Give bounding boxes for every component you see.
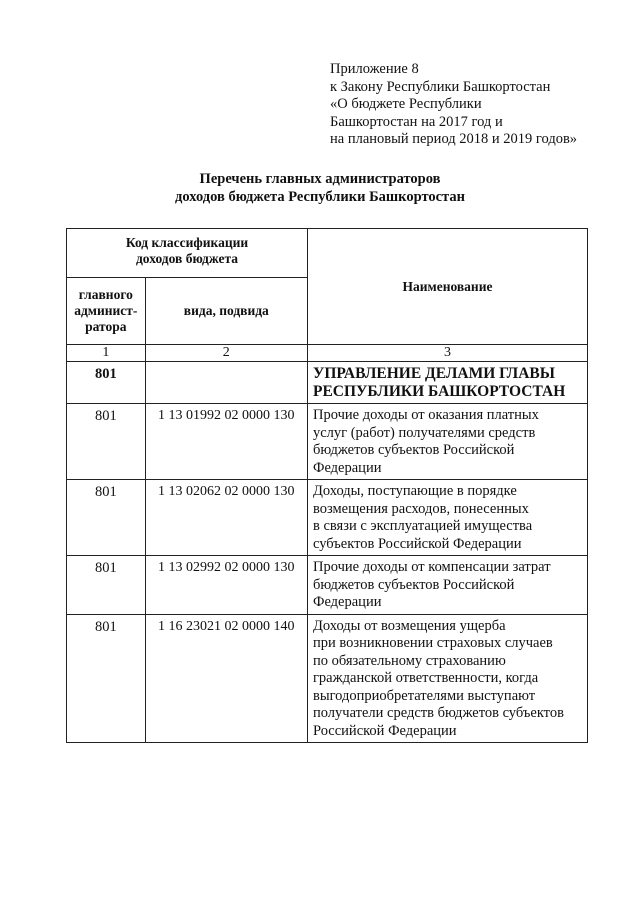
- table-row: [67, 362, 588, 404]
- column-number-2: 2: [145, 345, 307, 362]
- header-col2: вида, подвида: [183, 303, 269, 318]
- row-name-line: по обязательному страхованию: [312, 652, 506, 669]
- header-classification-code: [67, 229, 308, 278]
- row-name: [307, 404, 587, 480]
- row-classification-code: 1 16 23021 02 0000 140: [145, 614, 307, 743]
- title-line-1: Перечень главных администраторов: [199, 171, 441, 187]
- annex-reference: [330, 61, 630, 149]
- row-name-line: Доходы от возмещения ущерба: [312, 617, 506, 634]
- row-name-line: в связи с эксплуатацией имущества: [312, 518, 533, 534]
- row-admin-code: 801: [67, 556, 146, 615]
- row-name-line: субъектов Российской Федерации: [312, 535, 522, 552]
- row-name-line: услуг (работ) получателями средств: [312, 424, 536, 441]
- row-name-line: при возникновении страховых случаев: [312, 635, 553, 651]
- row-admin-code: 801: [67, 614, 146, 743]
- annex-line: Башкортостан на 2017 год и: [330, 113, 503, 130]
- table-row: [67, 556, 588, 615]
- row-name: [307, 480, 587, 556]
- administrators-table: [66, 228, 588, 743]
- row-classification-code: 1 13 01992 02 0000 130: [145, 404, 307, 480]
- header-col1-line-3: ратора: [85, 319, 127, 334]
- table-row: [67, 404, 588, 480]
- row-name-line: РЕСПУБЛИКИ БАШКОРТОСТАН: [312, 383, 566, 400]
- row-name-line: возмещения расходов, понесенных: [312, 500, 529, 517]
- row-admin-code: 801: [67, 362, 146, 404]
- row-name-line: Федерации: [312, 594, 382, 610]
- table-row: [67, 480, 588, 556]
- row-name-line: получатели средств бюджетов субъектов: [312, 705, 564, 721]
- header-name-column: [307, 229, 587, 345]
- row-name-line: гражданской ответственности, когда: [312, 670, 539, 686]
- header-col3: Наименование: [402, 278, 493, 294]
- title-line-2: доходов бюджета Республики Башкортостан: [175, 189, 465, 205]
- row-name-line: Российской Федерации: [312, 722, 457, 739]
- row-name: [307, 362, 587, 404]
- row-name: [307, 614, 587, 743]
- column-number-3: 3: [307, 345, 587, 362]
- row-name-line: Федерации: [312, 459, 382, 476]
- row-name-line: бюджетов субъектов Российской: [312, 442, 515, 458]
- column-number-1: 1: [67, 345, 146, 362]
- annex-line: на плановый период 2018 и 2019 годов»: [330, 131, 578, 147]
- document-title: [0, 170, 640, 206]
- row-name-line: Прочие доходы от оказания платных: [312, 407, 539, 423]
- row-name-line: выгодоприобретателями выступают: [312, 687, 536, 704]
- row-name-line: УПРАВЛЕНИЕ ДЕЛАМИ ГЛАВЫ: [312, 365, 555, 382]
- row-name-line: Прочие доходы от компенсации затрат: [312, 559, 551, 575]
- row-admin-code: 801: [67, 404, 146, 480]
- row-name: [307, 556, 587, 615]
- annex-line: Приложение 8: [330, 61, 419, 77]
- header-col1-line-2: админист-: [74, 303, 138, 318]
- row-classification-code: 1 13 02062 02 0000 130: [145, 480, 307, 556]
- header-type-column: [145, 278, 307, 345]
- annex-line: к Закону Республики Башкортостан: [330, 78, 551, 95]
- row-admin-code: 801: [67, 480, 146, 556]
- header-admin-column: [67, 278, 146, 345]
- row-classification-code: 1 13 02992 02 0000 130: [145, 556, 307, 615]
- annex-line: «О бюджете Республики: [330, 96, 482, 112]
- header-group-line-2: доходов бюджета: [135, 251, 238, 266]
- row-name-line: Доходы, поступающие в порядке: [312, 483, 517, 499]
- table-row: [67, 614, 588, 743]
- row-name-line: бюджетов субъектов Российской: [312, 576, 515, 593]
- header-group-line-1: Код классификации: [125, 235, 249, 250]
- row-classification-code: [145, 362, 307, 404]
- header-col1-line-1: главного: [78, 287, 133, 302]
